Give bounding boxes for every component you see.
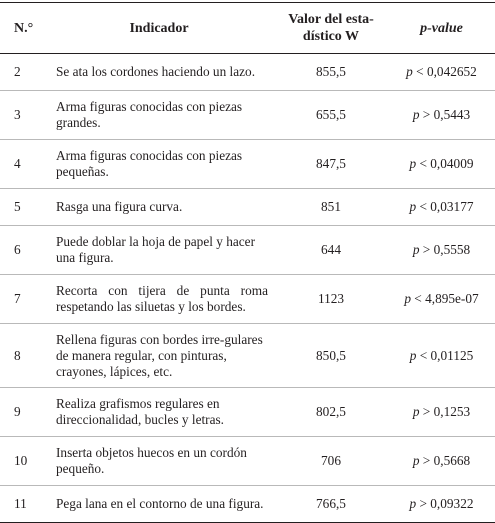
row-number: 7 xyxy=(14,291,21,306)
row-indicator: Recorta con tijera de punta roma respetando las siluetas y los bordes. xyxy=(56,283,268,314)
row-p-value xyxy=(388,189,495,226)
table-row xyxy=(0,388,495,437)
table-row xyxy=(0,437,495,486)
row-number: 5 xyxy=(14,199,21,214)
p-comparison: > 0,5443 xyxy=(419,107,471,122)
table-body xyxy=(0,54,495,523)
statistics-table-container xyxy=(0,2,495,523)
statistics-table xyxy=(0,2,495,523)
p-symbol: p xyxy=(404,291,411,306)
row-indicator: Inserta objetos huecos en un cordón pequeño. xyxy=(56,445,247,476)
row-number: 11 xyxy=(14,496,27,511)
p-comparison: < 4,895e-07 xyxy=(410,291,479,306)
row-p-value xyxy=(388,91,495,140)
header-statistic-value-line2: dístico W xyxy=(302,29,360,44)
row-statistic-value: 1123 xyxy=(317,291,345,306)
row-number: 4 xyxy=(14,156,21,171)
p-comparison: < 0,01125 xyxy=(416,347,474,363)
p-comparison: > 0,5558 xyxy=(419,242,471,257)
header-row xyxy=(0,3,495,54)
table-row xyxy=(0,189,495,226)
p-symbol: p xyxy=(409,347,417,363)
row-statistic-value: 706 xyxy=(321,453,341,468)
table-row xyxy=(0,140,495,189)
row-statistic-value: 644 xyxy=(321,242,341,257)
row-number: 6 xyxy=(14,242,21,257)
header-number: N.° xyxy=(14,20,34,36)
row-indicator: Arma figuras conocidas con piezas grandes. xyxy=(56,99,243,130)
table-row xyxy=(0,54,495,91)
row-number: 2 xyxy=(14,64,21,79)
header-statistic-value-line1: Valor del esta- xyxy=(288,12,374,27)
header-indicator: Indicador xyxy=(129,20,189,36)
row-p-value xyxy=(388,486,495,523)
row-p-value xyxy=(388,275,495,324)
table-row xyxy=(0,324,495,388)
p-symbol: p xyxy=(409,496,417,511)
p-symbol: p xyxy=(412,453,420,468)
p-symbol: p xyxy=(412,242,420,257)
row-statistic-value: 655,5 xyxy=(316,107,346,122)
p-comparison: > 0,09322 xyxy=(416,496,474,511)
row-indicator: Arma figuras conocidas con piezas pequeñas. xyxy=(56,148,243,179)
row-p-value xyxy=(388,388,495,437)
row-statistic-value: 802,5 xyxy=(316,404,346,419)
p-symbol: p xyxy=(406,64,413,79)
header-statistic-value xyxy=(274,3,388,54)
p-comparison: < 0,042652 xyxy=(412,64,477,79)
p-comparison: > 0,5668 xyxy=(419,453,471,468)
table-row xyxy=(0,226,495,275)
table-row xyxy=(0,91,495,140)
table-row xyxy=(0,275,495,324)
table-header xyxy=(0,3,495,54)
row-number: 8 xyxy=(14,347,21,363)
row-p-value xyxy=(388,54,495,91)
row-statistic-value: 766,5 xyxy=(316,496,346,511)
row-p-value xyxy=(388,437,495,486)
row-number: 10 xyxy=(14,453,28,468)
header-p-value: p-value xyxy=(420,20,463,36)
p-symbol: p xyxy=(412,404,420,419)
table-row xyxy=(0,486,495,523)
row-indicator: Puede doblar la hoja de papel y hacer una figura. xyxy=(56,234,255,265)
row-number: 9 xyxy=(14,404,21,419)
row-statistic-value: 855,5 xyxy=(316,64,346,79)
row-indicator: Pega lana en el contorno de una figura. xyxy=(56,496,264,511)
row-p-value xyxy=(388,140,495,189)
p-comparison: < 0,04009 xyxy=(416,156,474,171)
p-symbol: p xyxy=(412,107,420,122)
row-indicator: Se ata los cordones haciendo un lazo. xyxy=(56,64,256,79)
p-comparison: < 0,03177 xyxy=(416,199,474,214)
p-comparison: > 0,1253 xyxy=(419,404,471,419)
p-symbol: p xyxy=(409,156,417,171)
row-statistic-value: 847,5 xyxy=(316,156,346,171)
p-symbol: p xyxy=(409,199,417,214)
row-indicator: Realiza grafismos regulares en direccionalidad, bucles y letras. xyxy=(56,396,224,427)
row-number: 3 xyxy=(14,107,21,122)
row-indicator: Rasga una figura curva. xyxy=(56,199,183,214)
row-p-value xyxy=(388,226,495,275)
row-statistic-value: 850,5 xyxy=(316,347,346,363)
row-p-value xyxy=(388,324,495,388)
row-indicator: Rellena figuras con bordes irre-gulares de manera regular, con pinturas, crayones, lápices, etc. xyxy=(56,331,263,379)
row-statistic-value: 851 xyxy=(321,199,341,214)
